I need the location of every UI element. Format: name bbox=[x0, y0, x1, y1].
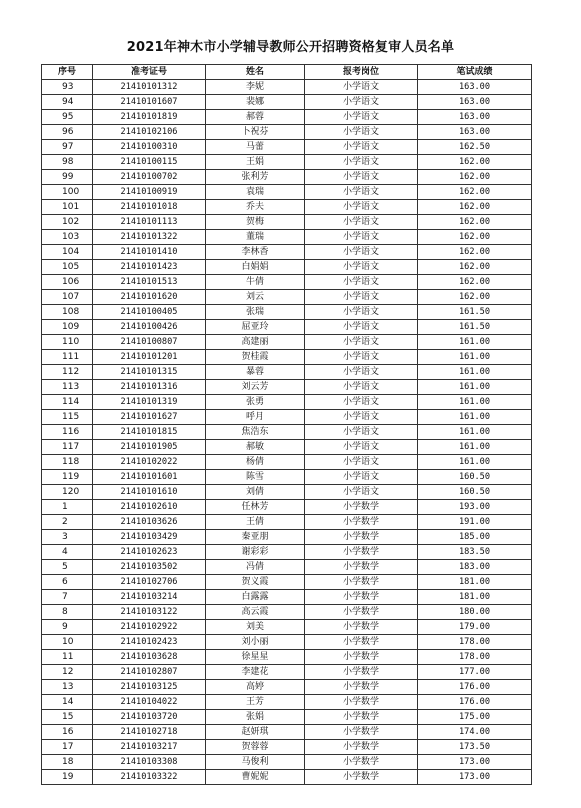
table-row bbox=[42, 500, 532, 515]
table-row bbox=[42, 230, 532, 245]
cell-exam-id: 21410104022 bbox=[93, 695, 206, 710]
cell-post: 小学数学 bbox=[305, 515, 418, 530]
table-row bbox=[42, 710, 532, 725]
cell-exam-id: 21410103626 bbox=[93, 515, 206, 530]
cell-seq: 107 bbox=[42, 290, 93, 305]
cell-score: 161.00 bbox=[418, 455, 532, 470]
cell-seq: 120 bbox=[42, 485, 93, 500]
cell-seq: 99 bbox=[42, 170, 93, 185]
cell-seq: 4 bbox=[42, 545, 93, 560]
cell-score: 183.00 bbox=[418, 560, 532, 575]
cell-name: 呼月 bbox=[206, 410, 305, 425]
cell-post: 小学数学 bbox=[305, 560, 418, 575]
header-exam-id: 准考证号 bbox=[93, 65, 206, 80]
cell-seq: 3 bbox=[42, 530, 93, 545]
cell-seq: 8 bbox=[42, 605, 93, 620]
table-row bbox=[42, 740, 532, 755]
table-row bbox=[42, 440, 532, 455]
cell-exam-id: 21410101601 bbox=[93, 470, 206, 485]
cell-score: 173.00 bbox=[418, 770, 532, 785]
cell-name: 王芳 bbox=[206, 695, 305, 710]
cell-seq: 19 bbox=[42, 770, 93, 785]
table-row bbox=[42, 110, 532, 125]
cell-seq: 114 bbox=[42, 395, 93, 410]
cell-seq: 5 bbox=[42, 560, 93, 575]
cell-score: 163.00 bbox=[418, 95, 532, 110]
cell-exam-id: 21410102922 bbox=[93, 620, 206, 635]
cell-seq: 103 bbox=[42, 230, 93, 245]
cell-post: 小学数学 bbox=[305, 665, 418, 680]
cell-post: 小学数学 bbox=[305, 680, 418, 695]
cell-post: 小学数学 bbox=[305, 545, 418, 560]
cell-name: 李妮 bbox=[206, 80, 305, 95]
cell-name: 暴蓉 bbox=[206, 365, 305, 380]
cell-post: 小学数学 bbox=[305, 590, 418, 605]
cell-name: 刘小丽 bbox=[206, 635, 305, 650]
table-row bbox=[42, 545, 532, 560]
cell-exam-id: 21410100807 bbox=[93, 335, 206, 350]
cell-name: 贺梅 bbox=[206, 215, 305, 230]
cell-exam-id: 21410102623 bbox=[93, 545, 206, 560]
cell-post: 小学数学 bbox=[305, 620, 418, 635]
document-title: 2021年神木市小学辅导教师公开招聘资格复审人员名单 bbox=[126, 40, 455, 55]
cell-name: 张勇 bbox=[206, 395, 305, 410]
cell-score: 161.00 bbox=[418, 440, 532, 455]
cell-post: 小学数学 bbox=[305, 740, 418, 755]
cell-post: 小学语文 bbox=[305, 485, 418, 500]
table-row bbox=[42, 620, 532, 635]
cell-name: 秦亚朋 bbox=[206, 530, 305, 545]
cell-post: 小学语文 bbox=[305, 155, 418, 170]
cell-exam-id: 21410100115 bbox=[93, 155, 206, 170]
table-row bbox=[42, 305, 532, 320]
cell-post: 小学语文 bbox=[305, 440, 418, 455]
cell-seq: 118 bbox=[42, 455, 93, 470]
cell-exam-id: 21410102423 bbox=[93, 635, 206, 650]
table-row bbox=[42, 80, 532, 95]
cell-exam-id: 21410102106 bbox=[93, 125, 206, 140]
cell-name: 张瑞 bbox=[206, 305, 305, 320]
cell-score: 162.00 bbox=[418, 185, 532, 200]
table-row bbox=[42, 455, 532, 470]
cell-post: 小学语文 bbox=[305, 275, 418, 290]
cell-exam-id: 21410101815 bbox=[93, 425, 206, 440]
cell-exam-id: 21410102718 bbox=[93, 725, 206, 740]
table-row bbox=[42, 350, 532, 365]
cell-score: 181.00 bbox=[418, 575, 532, 590]
cell-name: 乔夫 bbox=[206, 200, 305, 215]
cell-post: 小学语文 bbox=[305, 290, 418, 305]
cell-score: 178.00 bbox=[418, 650, 532, 665]
cell-score: 161.00 bbox=[418, 350, 532, 365]
cell-score: 162.00 bbox=[418, 215, 532, 230]
cell-seq: 95 bbox=[42, 110, 93, 125]
cell-score: 178.00 bbox=[418, 635, 532, 650]
cell-post: 小学数学 bbox=[305, 755, 418, 770]
cell-name: 任林芳 bbox=[206, 500, 305, 515]
cell-score: 163.00 bbox=[418, 125, 532, 140]
cell-exam-id: 21410102022 bbox=[93, 455, 206, 470]
cell-exam-id: 21410101410 bbox=[93, 245, 206, 260]
cell-exam-id: 21410103429 bbox=[93, 530, 206, 545]
cell-seq: 110 bbox=[42, 335, 93, 350]
cell-post: 小学数学 bbox=[305, 605, 418, 620]
cell-score: 183.50 bbox=[418, 545, 532, 560]
table-row bbox=[42, 380, 532, 395]
table-row bbox=[42, 425, 532, 440]
table-row bbox=[42, 485, 532, 500]
cell-post: 小学语文 bbox=[305, 185, 418, 200]
cell-name: 裴娜 bbox=[206, 95, 305, 110]
table-row bbox=[42, 470, 532, 485]
table-row bbox=[42, 275, 532, 290]
cell-exam-id: 21410101610 bbox=[93, 485, 206, 500]
cell-score: 161.00 bbox=[418, 395, 532, 410]
cell-name: 冯倩 bbox=[206, 560, 305, 575]
cell-seq: 16 bbox=[42, 725, 93, 740]
cell-post: 小学语文 bbox=[305, 110, 418, 125]
cell-seq: 115 bbox=[42, 410, 93, 425]
cell-exam-id: 21410103308 bbox=[93, 755, 206, 770]
cell-post: 小学数学 bbox=[305, 530, 418, 545]
cell-score: 163.00 bbox=[418, 80, 532, 95]
cell-seq: 98 bbox=[42, 155, 93, 170]
cell-score: 173.00 bbox=[418, 755, 532, 770]
cell-name: 李建花 bbox=[206, 665, 305, 680]
cell-score: 179.00 bbox=[418, 620, 532, 635]
cell-seq: 13 bbox=[42, 680, 93, 695]
cell-post: 小学语文 bbox=[305, 200, 418, 215]
cell-score: 161.00 bbox=[418, 365, 532, 380]
table-row bbox=[42, 635, 532, 650]
cell-post: 小学语文 bbox=[305, 305, 418, 320]
cell-name: 张利芳 bbox=[206, 170, 305, 185]
cell-seq: 93 bbox=[42, 80, 93, 95]
cell-post: 小学数学 bbox=[305, 500, 418, 515]
cell-seq: 18 bbox=[42, 755, 93, 770]
cell-seq: 113 bbox=[42, 380, 93, 395]
cell-post: 小学语文 bbox=[305, 395, 418, 410]
cell-seq: 96 bbox=[42, 125, 93, 140]
cell-seq: 9 bbox=[42, 620, 93, 635]
cell-score: 175.00 bbox=[418, 710, 532, 725]
cell-seq: 112 bbox=[42, 365, 93, 380]
header-row bbox=[42, 65, 532, 80]
header-score: 笔试成绩 bbox=[418, 65, 532, 80]
cell-exam-id: 21410101316 bbox=[93, 380, 206, 395]
cell-name: 焦浩东 bbox=[206, 425, 305, 440]
header-post: 报考岗位 bbox=[305, 65, 418, 80]
cell-score: 161.50 bbox=[418, 320, 532, 335]
cell-name: 白娟娟 bbox=[206, 260, 305, 275]
cell-name: 高建丽 bbox=[206, 335, 305, 350]
cell-post: 小学语文 bbox=[305, 140, 418, 155]
cell-post: 小学语文 bbox=[305, 245, 418, 260]
cell-seq: 11 bbox=[42, 650, 93, 665]
cell-post: 小学语文 bbox=[305, 380, 418, 395]
cell-seq: 7 bbox=[42, 590, 93, 605]
table-row bbox=[42, 560, 532, 575]
cell-name: 董瑞 bbox=[206, 230, 305, 245]
cell-name: 牛倩 bbox=[206, 275, 305, 290]
table-row bbox=[42, 755, 532, 770]
cell-score: 191.00 bbox=[418, 515, 532, 530]
cell-exam-id: 21410103720 bbox=[93, 710, 206, 725]
cell-seq: 17 bbox=[42, 740, 93, 755]
cell-seq: 117 bbox=[42, 440, 93, 455]
cell-name: 杨倩 bbox=[206, 455, 305, 470]
table-row bbox=[42, 530, 532, 545]
cell-score: 162.00 bbox=[418, 260, 532, 275]
cell-post: 小学语文 bbox=[305, 410, 418, 425]
cell-seq: 1 bbox=[42, 500, 93, 515]
cell-exam-id: 21410101312 bbox=[93, 80, 206, 95]
table-row bbox=[42, 575, 532, 590]
cell-exam-id: 21410103502 bbox=[93, 560, 206, 575]
cell-exam-id: 21410100919 bbox=[93, 185, 206, 200]
cell-exam-id: 21410101513 bbox=[93, 275, 206, 290]
cell-score: 185.00 bbox=[418, 530, 532, 545]
table-body bbox=[42, 80, 532, 785]
table-row bbox=[42, 650, 532, 665]
cell-seq: 116 bbox=[42, 425, 93, 440]
cell-name: 张娟 bbox=[206, 710, 305, 725]
table-row bbox=[42, 140, 532, 155]
table-row bbox=[42, 155, 532, 170]
cell-seq: 97 bbox=[42, 140, 93, 155]
cell-score: 162.00 bbox=[418, 275, 532, 290]
table-row bbox=[42, 365, 532, 380]
table-header bbox=[42, 65, 532, 80]
cell-seq: 102 bbox=[42, 215, 93, 230]
cell-post: 小学语文 bbox=[305, 320, 418, 335]
cell-name: 袁瑞 bbox=[206, 185, 305, 200]
cell-score: 174.00 bbox=[418, 725, 532, 740]
cell-name: 刘美 bbox=[206, 620, 305, 635]
table-row bbox=[42, 335, 532, 350]
cell-score: 160.50 bbox=[418, 485, 532, 500]
cell-post: 小学语文 bbox=[305, 80, 418, 95]
cell-score: 176.00 bbox=[418, 695, 532, 710]
cell-post: 小学语文 bbox=[305, 260, 418, 275]
cell-post: 小学数学 bbox=[305, 650, 418, 665]
cell-seq: 94 bbox=[42, 95, 93, 110]
cell-name: 卜祝芬 bbox=[206, 125, 305, 140]
cell-exam-id: 21410103628 bbox=[93, 650, 206, 665]
cell-name: 贺桂霞 bbox=[206, 350, 305, 365]
cell-post: 小学语文 bbox=[305, 365, 418, 380]
cell-seq: 12 bbox=[42, 665, 93, 680]
cell-name: 郝敏 bbox=[206, 440, 305, 455]
cell-exam-id: 21410103217 bbox=[93, 740, 206, 755]
cell-seq: 2 bbox=[42, 515, 93, 530]
cell-score: 162.00 bbox=[418, 245, 532, 260]
cell-post: 小学语文 bbox=[305, 350, 418, 365]
table-row bbox=[42, 260, 532, 275]
cell-post: 小学数学 bbox=[305, 695, 418, 710]
cell-name: 马俊利 bbox=[206, 755, 305, 770]
cell-post: 小学数学 bbox=[305, 575, 418, 590]
cell-name: 谢彩彩 bbox=[206, 545, 305, 560]
cell-name: 刘倩 bbox=[206, 485, 305, 500]
table-row bbox=[42, 320, 532, 335]
table-row bbox=[42, 215, 532, 230]
cell-score: 162.00 bbox=[418, 170, 532, 185]
table-row bbox=[42, 605, 532, 620]
cell-seq: 101 bbox=[42, 200, 93, 215]
cell-name: 高云霞 bbox=[206, 605, 305, 620]
cell-exam-id: 21410103322 bbox=[93, 770, 206, 785]
cell-exam-id: 21410100405 bbox=[93, 305, 206, 320]
table-row bbox=[42, 515, 532, 530]
table-row bbox=[42, 725, 532, 740]
cell-score: 161.00 bbox=[418, 410, 532, 425]
cell-name: 刘云芳 bbox=[206, 380, 305, 395]
table-row bbox=[42, 125, 532, 140]
cell-score: 162.00 bbox=[418, 230, 532, 245]
cell-exam-id: 21410101627 bbox=[93, 410, 206, 425]
cell-score: 161.50 bbox=[418, 305, 532, 320]
cell-name: 高婷 bbox=[206, 680, 305, 695]
cell-post: 小学语文 bbox=[305, 335, 418, 350]
cell-exam-id: 21410101423 bbox=[93, 260, 206, 275]
cell-exam-id: 21410101607 bbox=[93, 95, 206, 110]
cell-post: 小学语文 bbox=[305, 425, 418, 440]
cell-post: 小学语文 bbox=[305, 170, 418, 185]
candidate-table bbox=[41, 64, 532, 785]
cell-exam-id: 21410101018 bbox=[93, 200, 206, 215]
cell-exam-id: 21410101819 bbox=[93, 110, 206, 125]
table-row bbox=[42, 395, 532, 410]
cell-score: 162.00 bbox=[418, 290, 532, 305]
cell-score: 162.50 bbox=[418, 140, 532, 155]
cell-post: 小学数学 bbox=[305, 770, 418, 785]
cell-name: 李林香 bbox=[206, 245, 305, 260]
cell-seq: 105 bbox=[42, 260, 93, 275]
cell-post: 小学数学 bbox=[305, 710, 418, 725]
cell-score: 193.00 bbox=[418, 500, 532, 515]
table-row bbox=[42, 770, 532, 785]
cell-seq: 109 bbox=[42, 320, 93, 335]
cell-name: 贺义霞 bbox=[206, 575, 305, 590]
table-row bbox=[42, 680, 532, 695]
table-row bbox=[42, 695, 532, 710]
cell-score: 161.00 bbox=[418, 335, 532, 350]
table-row bbox=[42, 410, 532, 425]
table-row bbox=[42, 170, 532, 185]
cell-exam-id: 21410101319 bbox=[93, 395, 206, 410]
cell-name: 贺蓉蓉 bbox=[206, 740, 305, 755]
cell-seq: 104 bbox=[42, 245, 93, 260]
cell-name: 徐星星 bbox=[206, 650, 305, 665]
cell-score: 176.00 bbox=[418, 680, 532, 695]
cell-exam-id: 21410103125 bbox=[93, 680, 206, 695]
cell-post: 小学语文 bbox=[305, 95, 418, 110]
cell-name: 郝蓉 bbox=[206, 110, 305, 125]
cell-exam-id: 21410100702 bbox=[93, 170, 206, 185]
cell-exam-id: 21410101905 bbox=[93, 440, 206, 455]
cell-name: 王倩 bbox=[206, 515, 305, 530]
table-row bbox=[42, 290, 532, 305]
cell-exam-id: 21410100310 bbox=[93, 140, 206, 155]
cell-exam-id: 21410102610 bbox=[93, 500, 206, 515]
cell-seq: 15 bbox=[42, 710, 93, 725]
cell-exam-id: 21410102807 bbox=[93, 665, 206, 680]
cell-exam-id: 21410102706 bbox=[93, 575, 206, 590]
cell-seq: 100 bbox=[42, 185, 93, 200]
cell-name: 陈雪 bbox=[206, 470, 305, 485]
cell-name: 白露露 bbox=[206, 590, 305, 605]
cell-exam-id: 21410101201 bbox=[93, 350, 206, 365]
cell-score: 181.00 bbox=[418, 590, 532, 605]
cell-exam-id: 21410101620 bbox=[93, 290, 206, 305]
header-seq: 序号 bbox=[42, 65, 93, 80]
table-row bbox=[42, 185, 532, 200]
cell-exam-id: 21410101315 bbox=[93, 365, 206, 380]
cell-exam-id: 21410100426 bbox=[93, 320, 206, 335]
cell-score: 161.00 bbox=[418, 425, 532, 440]
cell-exam-id: 21410101322 bbox=[93, 230, 206, 245]
table-row bbox=[42, 245, 532, 260]
cell-post: 小学数学 bbox=[305, 635, 418, 650]
header-name: 姓名 bbox=[206, 65, 305, 80]
cell-post: 小学语文 bbox=[305, 230, 418, 245]
cell-name: 赵妍琪 bbox=[206, 725, 305, 740]
table-row bbox=[42, 590, 532, 605]
cell-post: 小学语文 bbox=[305, 125, 418, 140]
cell-score: 177.00 bbox=[418, 665, 532, 680]
cell-seq: 106 bbox=[42, 275, 93, 290]
cell-score: 173.50 bbox=[418, 740, 532, 755]
cell-seq: 10 bbox=[42, 635, 93, 650]
cell-name: 马蕾 bbox=[206, 140, 305, 155]
cell-exam-id: 21410101113 bbox=[93, 215, 206, 230]
cell-seq: 6 bbox=[42, 575, 93, 590]
cell-score: 161.00 bbox=[418, 380, 532, 395]
cell-name: 王娟 bbox=[206, 155, 305, 170]
cell-score: 162.00 bbox=[418, 155, 532, 170]
cell-seq: 119 bbox=[42, 470, 93, 485]
cell-name: 刘云 bbox=[206, 290, 305, 305]
cell-seq: 108 bbox=[42, 305, 93, 320]
table-row bbox=[42, 200, 532, 215]
cell-score: 163.00 bbox=[418, 110, 532, 125]
table-row bbox=[42, 95, 532, 110]
cell-score: 160.50 bbox=[418, 470, 532, 485]
cell-exam-id: 21410103122 bbox=[93, 605, 206, 620]
cell-name: 曹妮妮 bbox=[206, 770, 305, 785]
cell-post: 小学语文 bbox=[305, 470, 418, 485]
cell-post: 小学语文 bbox=[305, 215, 418, 230]
cell-seq: 14 bbox=[42, 695, 93, 710]
cell-post: 小学语文 bbox=[305, 455, 418, 470]
cell-seq: 111 bbox=[42, 350, 93, 365]
cell-exam-id: 21410103214 bbox=[93, 590, 206, 605]
cell-post: 小学数学 bbox=[305, 725, 418, 740]
cell-name: 屈亚玲 bbox=[206, 320, 305, 335]
cell-score: 180.00 bbox=[418, 605, 532, 620]
table-row bbox=[42, 665, 532, 680]
cell-score: 162.00 bbox=[418, 200, 532, 215]
